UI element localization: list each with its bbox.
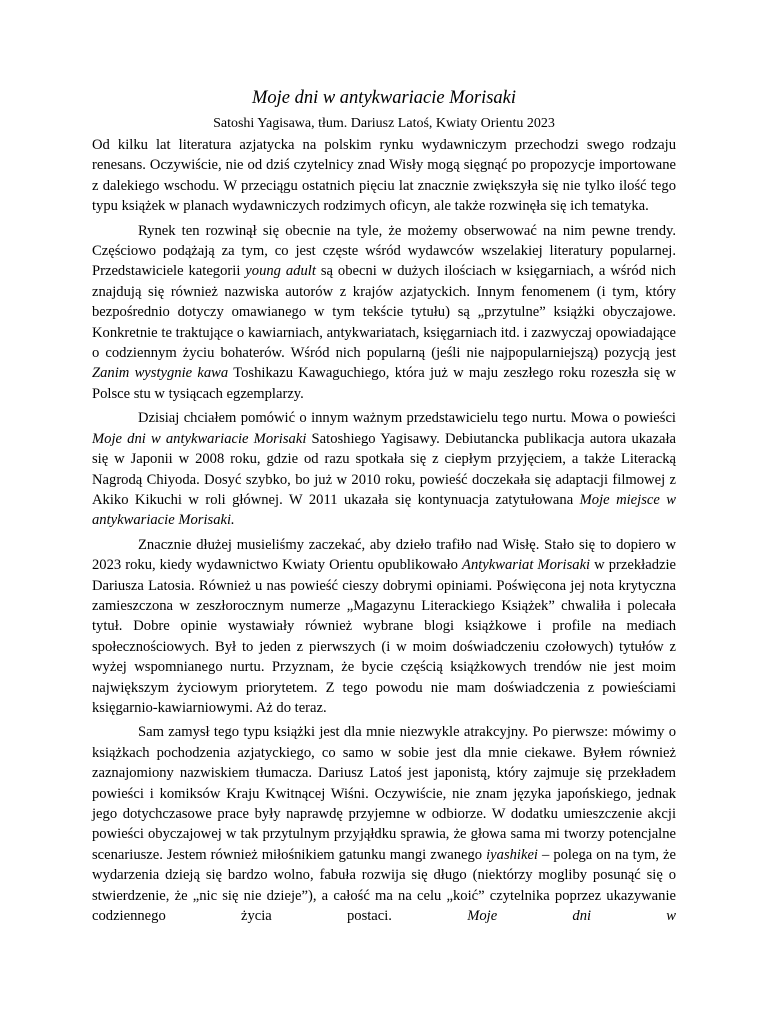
body-paragraph	[92, 722, 676, 926]
body-paragraph	[92, 221, 676, 405]
body-paragraph	[92, 135, 676, 217]
paragraph-text: – polega on na tym, że wydarzenia dzieją się bardzo wolno, fabuła rozwija się długo (niektórzy mogliby posunąć się o stwierdzenie, że „nic się nie dzieje”), a całość ma na celu „koić” czytelnika poprzez ukazywanie codziennego życia postaci.	[92, 846, 676, 925]
italic-text: Moje dni w antykwariacie Morisaki	[92, 430, 307, 447]
body-paragraph	[92, 535, 676, 719]
paragraph-text: w przekładzie Dariusza Latosia. Również u nas powieść cieszy dobrymi opiniami. Poświęcona jej nota krytyczna zamieszczona w zeszłorocznym numerze „Magazynu Literackiego Książek” chwaliła i polecała tytuł. Dobre opinie wystawiały również wybrane blogi książkowe i profile na mediach społecznościowych. Był to jeden z pierwszych (i w moim doświadczeniu czołowych) tytułów z wyżej wspomnianego nurtu. Przyznam, że bycie częścią książkowych trendów nie jest moim największym życiowym priorytetem. Z tego powodu nie mam doświadczenia z powieściami księgarnio-kawiarniowymi. Aż do teraz.	[92, 557, 677, 716]
paragraph-text: Satoshiego Yagisawy. Debiutancka publikacja autora ukazała się w Japonii w 2008 roku, gdzie od razu spotkała się z ciepłym przyjęciem, a także Literacką Nagrodą Chiyoda. Dosyć szybko, bo już w 2010 roku, powieść doczekała się adaptacji filmowej z Akiko Kikuchi w roli głównej. W 2011 ukazała się kontynuacja zatytułowana	[92, 430, 677, 508]
paragraph-text: Od kilku lat literatura azjatycka na polskim rynku wydawniczym przechodzi swego rodzaju renesans. Oczywiście, nie od dziś czytelnicy znad Wisły mogą sięgnąć po propozycje importowane z dalekiego wschodu. W przeciągu ostatnich pięciu lat znacznie zwiększyła się nie tylko ilość tego typu książek w planach wydawniczych rodzimych oficyn, ale także rozwinęła się ich tematyka.	[92, 137, 676, 215]
italic-text: young adult	[245, 263, 316, 280]
body-paragraph	[92, 408, 676, 530]
paragraph-text: Toshikazu Kawaguchiego, która już w maju zeszłego roku rozeszła się w Polsce stu w tysiącach egzemplarzy.	[92, 365, 676, 402]
article-byline: Satoshi Yagisawa, tłum. Dariusz Latoś, Kwiaty Orientu 2023	[213, 116, 555, 131]
italic-text: Moje dni w	[467, 908, 676, 925]
italic-text: iyashikei	[486, 846, 538, 863]
italic-text: Antykwariat Morisaki	[462, 557, 591, 574]
article-title: Moje dni w antykwariacie Morisaki	[251, 88, 517, 108]
italic-text: Zanim wystygnie kawa	[92, 365, 229, 382]
article-body	[92, 135, 676, 926]
document-page	[92, 86, 676, 930]
paragraph-text: są obecni w dużych ilościach w księgarniach, a wśród nich znajdują się również nazwiska autorów z krajów azjatyckich. Innym fenomenem (i tym, który bezpośrednio dotyczy omawianego w tym tekście tytułu) są „przytulne” książki obyczajowe. Konkretnie te traktujące o kawiarniach, antykwariatach, księgarniach itd. i zazwyczaj opowiadające o codziennym życiu bohaterów. Wśród nich popularną (jeśli nie najpopularniejszą) pozycją jest	[92, 263, 676, 362]
paragraph-text: Dzisiaj chciałem pomówić o innym ważnym przedstawicielu tego nurtu. Mowa o powieści	[138, 410, 676, 427]
paragraph-text: Sam zamysł tego typu książki jest dla mnie niezwykle atrakcyjny. Po pierwsze: mówimy o książkach pochodzenia azjatyckiego, co samo w sobie jest dla mnie ciekawe. Byłem również zaznajomiony nazwiskiem tłumacza. Dariusz Latoś jest japonistą, który zajmuje się przekładem powieści i komiksów Kraju Kwitnącej Wiśni. Oczywiście, nie znam języka japońskiego, jednak jego dotychczasowe prace były naprawdę przyjemne w odbiorze. W dodatku umieszczenie akcji powieści obyczajowej w tak przytulnym przyjąłdku sprawia, że głowa sama mi tworzy potencjalne scenariusze. Jestem również miłośnikiem gatunku mangi zwanego	[92, 724, 676, 863]
paragraph-text: Znacznie dłużej musieliśmy zaczekać, aby dzieło trafiło nad Wisłę. Stało się to dopiero w 2023 roku, kiedy wydawnictwo Kwiaty Orientu opublikowało	[92, 536, 676, 574]
paragraph-text: Rynek ten rozwinął się obecnie na tyle, że możemy obserwować na nim pewne trendy. Częściowo podążają za tym, co jest częste wśród wydawców wszelakiej literatury popularnej. Przedstawiciele kategorii	[92, 222, 676, 280]
italic-text: Moje miejsce w antykwariacie Morisaki.	[92, 491, 677, 529]
